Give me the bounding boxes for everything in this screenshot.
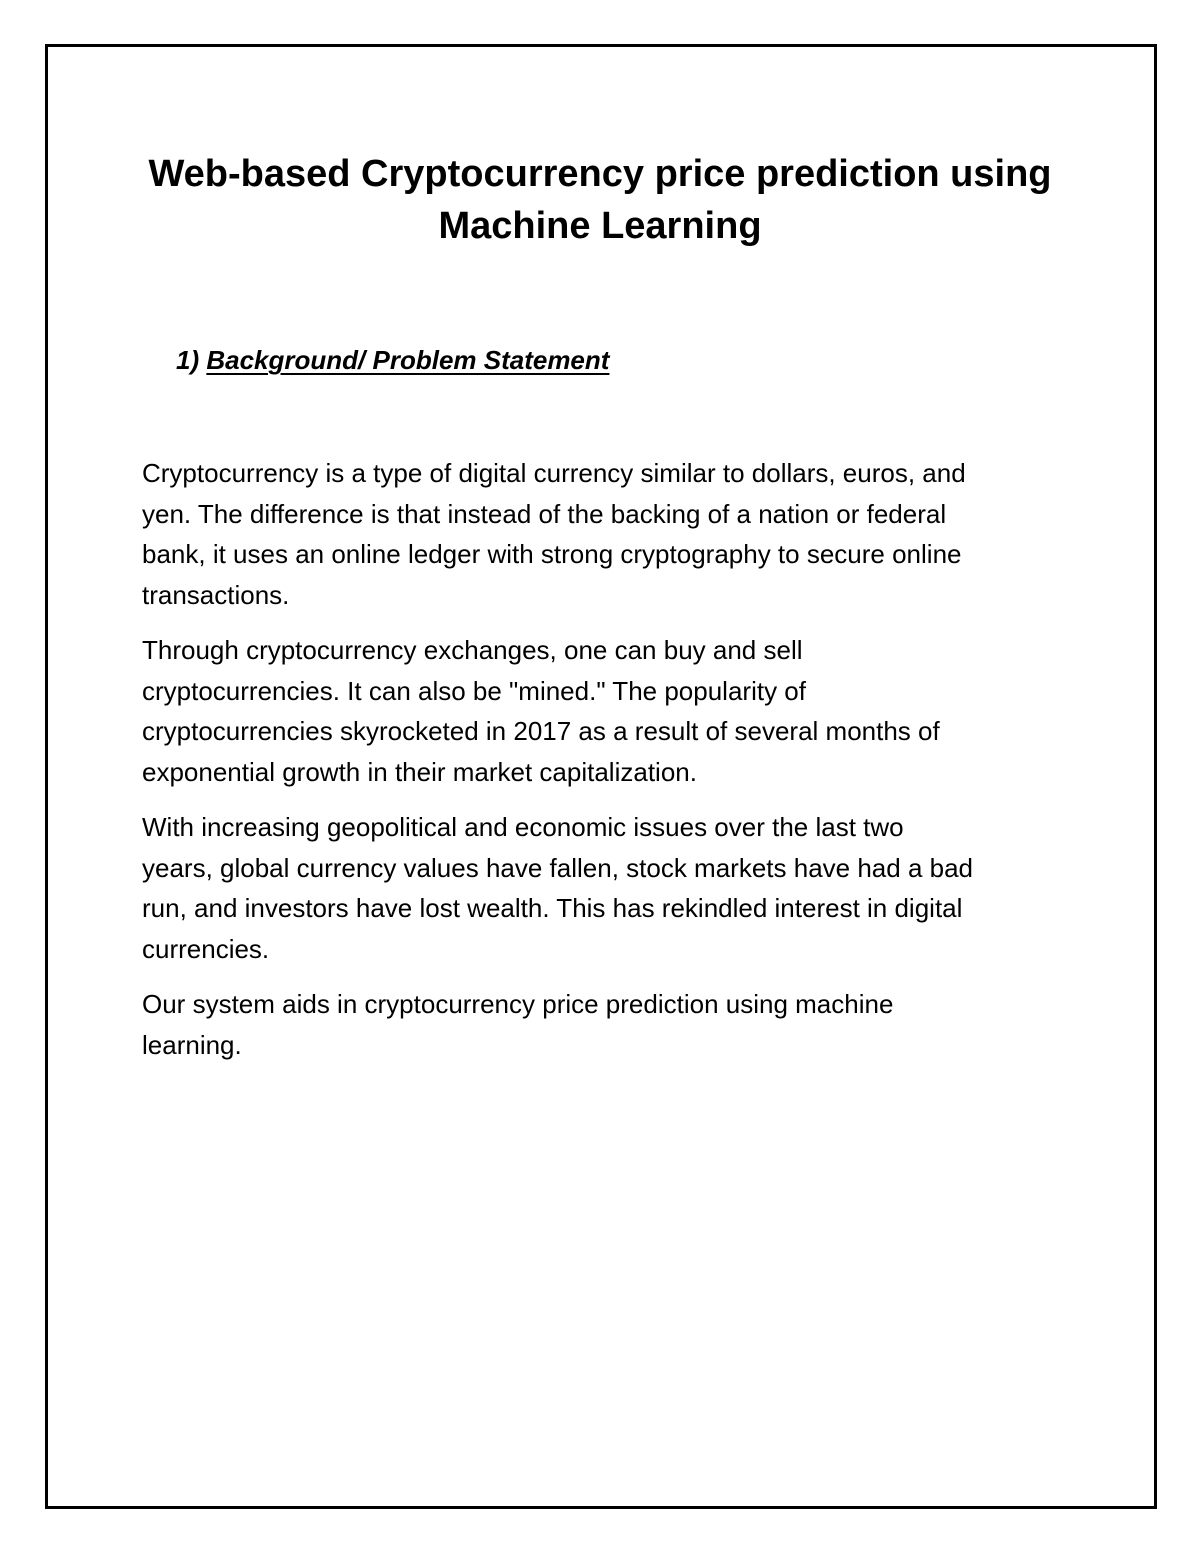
paragraph-line: bank, it uses an online ledger with strong cryptography to secure online [142, 539, 962, 569]
paragraph-line: Through cryptocurrency exchanges, one can buy and sell [142, 635, 803, 665]
document-title [45, 148, 1155, 252]
paragraph-line: Cryptocurrency is a type of digital currency similar to dollars, euros, and [142, 458, 966, 488]
title-line-2: Machine Learning [438, 205, 762, 247]
paragraph [142, 630, 1062, 792]
section-number: 1) [176, 345, 200, 375]
paragraph-line: learning. [142, 1029, 242, 1060]
paragraph-line: years, global currency values have fallen, stock markets have had a bad [142, 852, 974, 883]
section-heading [176, 340, 609, 380]
paragraph-line: run, and investors have lost wealth. This has rekindled interest in digital [142, 893, 963, 923]
paragraph [142, 453, 1062, 615]
paragraph-line: cryptocurrencies. It can also be "mined." The popularity of [142, 675, 806, 706]
paragraph-line: cryptocurrencies skyrocketed in 2017 as a result of several months of [142, 716, 940, 746]
section-heading-text: Background/ Problem Statement [206, 345, 610, 375]
paragraph-line: yen. The difference is that instead of the backing of a nation or federal [142, 498, 947, 529]
title-line-1: Web-based Cryptocurrency price prediction using [148, 153, 1052, 195]
paragraph-line: exponential growth in their market capitalization. [142, 756, 697, 787]
paragraph-line: With increasing geopolitical and economic issues over the last two [142, 812, 904, 842]
paragraph-line: transactions. [142, 579, 290, 610]
paragraph [142, 984, 1062, 1065]
paragraph-line: Our system aids in cryptocurrency price prediction using machine [142, 989, 894, 1019]
paragraph-line: currencies. [142, 933, 270, 964]
paragraph [142, 807, 1062, 969]
body-text [142, 453, 1062, 1080]
